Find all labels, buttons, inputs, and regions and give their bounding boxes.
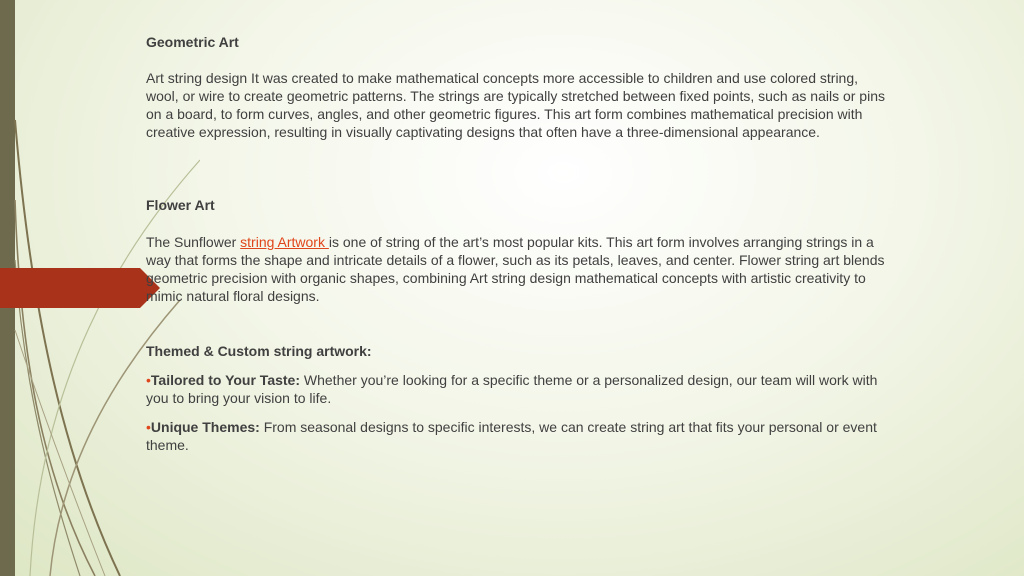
red-arrow-tab <box>0 268 160 308</box>
bullet-item <box>146 371 886 407</box>
bullet-item <box>146 418 886 454</box>
string-artwork-link[interactable]: string Artwork <box>240 234 329 250</box>
flower-text-after: is one of string of the art’s most popular kits. This art form involves arranging strings in a way that forms the shape and intricate details of a flower, such as its petals, leaves, and center. Flower string art blends geometric precision with organic shapes, combining Art string design mathematical concepts with artistic creativity to mimic natural floral designs. <box>146 234 885 304</box>
slide-content <box>146 33 886 454</box>
bullet-label: Unique Themes: <box>150 419 260 435</box>
bullet-text: Whether you’re looking for a specific theme or a personalized design, our team will work with you to bring your vision to life. <box>146 372 878 406</box>
geometric-art-paragraph: Art string design It was created to make mathematical concepts more accessible to children and use colored string, wool, or wire to create geometric patterns. The strings are typically stretched between fixed points, such as nails or pins on a board, to form curves, angles, and other geometric figures. This art form combines mathematical precision with creative expression, resulting in visually captivating designs that often have a three-dimensional appearance. <box>146 70 885 140</box>
bullet-marker: • <box>146 372 151 388</box>
bullet-label: Tailored to Your Taste: <box>150 372 300 388</box>
flower-art-paragraph <box>146 233 886 305</box>
flower-text-before: The Sunflower <box>146 234 241 250</box>
bullet-marker: • <box>146 419 151 435</box>
themed-custom-heading: Themed & Custom string artwork: <box>146 343 372 359</box>
bullet-text: From seasonal designs to specific interests, we can create string art that fits your personal or event theme. <box>146 419 877 453</box>
flower-art-heading: Flower Art <box>146 197 215 213</box>
geometric-art-heading: Geometric Art <box>146 34 239 50</box>
